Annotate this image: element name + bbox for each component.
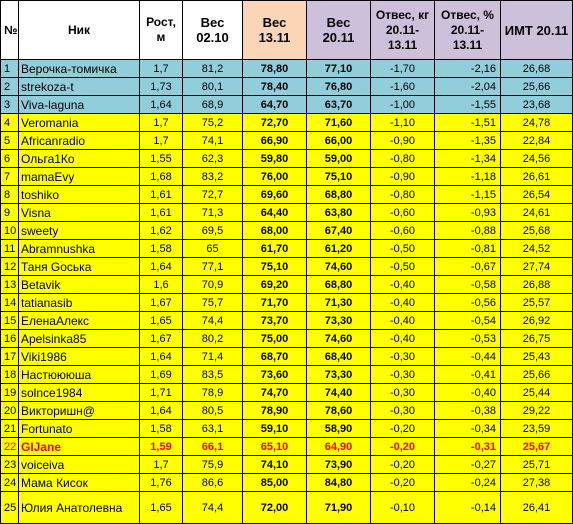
weight-0210-cell: 65 xyxy=(183,240,243,258)
loss-kg-cell: -0,30 xyxy=(371,348,435,366)
weight-1311-cell: 75,00 xyxy=(243,330,307,348)
row-number: 19 xyxy=(1,384,19,402)
bmi-cell: 24,61 xyxy=(501,204,573,222)
weight-2011-cell: 71,30 xyxy=(307,294,371,312)
nick-cell: Viva-laguna xyxy=(19,96,140,114)
weight-0210-cell: 81,2 xyxy=(183,60,243,78)
weight-1311-cell: 74,10 xyxy=(243,456,307,474)
nick-cell: Abramnushka xyxy=(19,240,140,258)
loss-pct-cell: -0,40 xyxy=(435,384,501,402)
weight-0210-cell: 78,9 xyxy=(183,384,243,402)
row-number: 11 xyxy=(1,240,19,258)
height-cell: 1,71 xyxy=(140,384,183,402)
weight-0210-cell: 71,3 xyxy=(183,204,243,222)
table-row xyxy=(1,168,573,186)
row-number: 18 xyxy=(1,366,19,384)
nick-cell: Visna xyxy=(19,204,140,222)
loss-kg-cell: -0,50 xyxy=(371,240,435,258)
weight-0210-cell: 63,1 xyxy=(183,420,243,438)
height-cell: 1,69 xyxy=(140,366,183,384)
weight-2011-cell: 61,20 xyxy=(307,240,371,258)
weight-1311-cell: 69,60 xyxy=(243,186,307,204)
bmi-cell: 26,61 xyxy=(501,168,573,186)
weight-2011-cell: 76,80 xyxy=(307,78,371,96)
loss-pct-cell: -0,54 xyxy=(435,312,501,330)
row-number: 22 xyxy=(1,438,19,456)
weight-0210-cell: 70,9 xyxy=(183,276,243,294)
loss-kg-cell: -0,50 xyxy=(371,258,435,276)
bmi-cell: 24,78 xyxy=(501,114,573,132)
height-cell: 1,58 xyxy=(140,420,183,438)
loss-kg-cell: -0,40 xyxy=(371,330,435,348)
row-number: 13 xyxy=(1,276,19,294)
loss-kg-cell: -0,20 xyxy=(371,474,435,492)
table-row xyxy=(1,474,573,492)
nick-cell: Africanradio xyxy=(19,132,140,150)
header-weight-1311: Вес 13.11 xyxy=(243,1,307,60)
table-row xyxy=(1,186,573,204)
nick-cell: mamaEvy xyxy=(19,168,140,186)
row-number: 8 xyxy=(1,186,19,204)
weight-1311-cell: 85,00 xyxy=(243,474,307,492)
nick-cell: Настюююша xyxy=(19,366,140,384)
loss-kg-cell: -0,60 xyxy=(371,204,435,222)
weight-2011-cell: 77,10 xyxy=(307,60,371,78)
header-row xyxy=(1,1,573,60)
height-cell: 1,55 xyxy=(140,150,183,168)
bmi-cell: 24,56 xyxy=(501,150,573,168)
weight-0210-cell: 74,1 xyxy=(183,132,243,150)
row-number: 4 xyxy=(1,114,19,132)
weight-2011-cell: 75,10 xyxy=(307,168,371,186)
weight-2011-cell: 78,60 xyxy=(307,402,371,420)
weight-2011-cell: 74,60 xyxy=(307,258,371,276)
height-cell: 1,59 xyxy=(140,438,183,456)
weight-1311-cell: 65,10 xyxy=(243,438,307,456)
loss-pct-cell: -0,41 xyxy=(435,366,501,384)
bmi-cell: 25,43 xyxy=(501,348,573,366)
row-number: 23 xyxy=(1,456,19,474)
table-row xyxy=(1,402,573,420)
nick-cell: Юлия Анатолевна xyxy=(19,492,140,524)
loss-pct-cell: -0,53 xyxy=(435,330,501,348)
nick-cell: Fortunato xyxy=(19,420,140,438)
weight-0210-cell: 80,2 xyxy=(183,330,243,348)
loss-pct-cell: -0,44 xyxy=(435,348,501,366)
nick-cell: solnce1984 xyxy=(19,384,140,402)
weight-2011-cell: 73,30 xyxy=(307,312,371,330)
loss-pct-cell: -0,24 xyxy=(435,474,501,492)
nick-cell: Верочка-томичка xyxy=(19,60,140,78)
header-num: № xyxy=(1,1,19,60)
row-number: 1 xyxy=(1,60,19,78)
weight-1311-cell: 68,70 xyxy=(243,348,307,366)
weight-0210-cell: 62,3 xyxy=(183,150,243,168)
weight-0210-cell: 80,5 xyxy=(183,402,243,420)
weight-1311-cell: 66,90 xyxy=(243,132,307,150)
loss-pct-cell: -0,67 xyxy=(435,258,501,276)
height-cell: 1,76 xyxy=(140,474,183,492)
height-cell: 1,64 xyxy=(140,96,183,114)
height-cell: 1,67 xyxy=(140,294,183,312)
loss-kg-cell: -0,90 xyxy=(371,168,435,186)
loss-kg-cell: -0,20 xyxy=(371,420,435,438)
header-loss-kg: Отвес, кг 20.11-13.11 xyxy=(371,1,435,60)
height-cell: 1,7 xyxy=(140,114,183,132)
loss-pct-cell: -0,93 xyxy=(435,204,501,222)
loss-pct-cell: -0,58 xyxy=(435,276,501,294)
weight-2011-cell: 71,90 xyxy=(307,492,371,524)
weight-2011-cell: 73,90 xyxy=(307,456,371,474)
row-number: 7 xyxy=(1,168,19,186)
table-row xyxy=(1,294,573,312)
weight-0210-cell: 86,6 xyxy=(183,474,243,492)
table-row xyxy=(1,96,573,114)
height-cell: 1,68 xyxy=(140,168,183,186)
weight-0210-cell: 83,5 xyxy=(183,366,243,384)
weight-2011-cell: 71,60 xyxy=(307,114,371,132)
weight-0210-cell: 74,4 xyxy=(183,312,243,330)
row-number: 25 xyxy=(1,492,19,524)
table-row xyxy=(1,492,573,524)
weight-1311-cell: 64,40 xyxy=(243,204,307,222)
header-weight-2011: Вес 20.11 xyxy=(307,1,371,60)
height-cell: 1,7 xyxy=(140,456,183,474)
nick-cell: Мама Кисок xyxy=(19,474,140,492)
loss-kg-cell: -0,40 xyxy=(371,276,435,294)
loss-pct-cell: -0,56 xyxy=(435,294,501,312)
bmi-cell: 26,54 xyxy=(501,186,573,204)
table-row xyxy=(1,258,573,276)
loss-kg-cell: -0,90 xyxy=(371,132,435,150)
table-row xyxy=(1,114,573,132)
bmi-cell: 25,71 xyxy=(501,456,573,474)
bmi-cell: 29,22 xyxy=(501,402,573,420)
loss-kg-cell: -0,30 xyxy=(371,366,435,384)
weight-1311-cell: 71,70 xyxy=(243,294,307,312)
nick-cell: ЕленаАлекс xyxy=(19,312,140,330)
weight-1311-cell: 74,70 xyxy=(243,384,307,402)
table-row xyxy=(1,312,573,330)
loss-kg-cell: -0,40 xyxy=(371,294,435,312)
weight-1311-cell: 59,10 xyxy=(243,420,307,438)
loss-kg-cell: -1,10 xyxy=(371,114,435,132)
header-nick: Ник xyxy=(19,1,140,60)
weight-0210-cell: 66,1 xyxy=(183,438,243,456)
bmi-cell: 25,68 xyxy=(501,222,573,240)
table-row xyxy=(1,240,573,258)
height-cell: 1,73 xyxy=(140,78,183,96)
loss-pct-cell: -0,14 xyxy=(435,492,501,524)
weight-1311-cell: 78,90 xyxy=(243,402,307,420)
height-cell: 1,61 xyxy=(140,186,183,204)
nick-cell: Apelsinka85 xyxy=(19,330,140,348)
table-row xyxy=(1,420,573,438)
bmi-cell: 23,59 xyxy=(501,420,573,438)
loss-kg-cell: -1,00 xyxy=(371,96,435,114)
height-cell: 1,64 xyxy=(140,402,183,420)
loss-pct-cell: -2,16 xyxy=(435,60,501,78)
nick-cell: Viki1986 xyxy=(19,348,140,366)
weight-2011-cell: 59,00 xyxy=(307,150,371,168)
table-row xyxy=(1,204,573,222)
table-row xyxy=(1,150,573,168)
row-number: 14 xyxy=(1,294,19,312)
nick-cell: Таня Goська xyxy=(19,258,140,276)
weight-1311-cell: 73,60 xyxy=(243,366,307,384)
height-cell: 1,61 xyxy=(140,204,183,222)
height-cell: 1,7 xyxy=(140,132,183,150)
table-row xyxy=(1,384,573,402)
weight-2011-cell: 63,70 xyxy=(307,96,371,114)
nick-cell: Betavik xyxy=(19,276,140,294)
weight-0210-cell: 72,7 xyxy=(183,186,243,204)
row-number: 24 xyxy=(1,474,19,492)
bmi-cell: 23,68 xyxy=(501,96,573,114)
weight-2011-cell: 58,90 xyxy=(307,420,371,438)
weight-0210-cell: 75,9 xyxy=(183,456,243,474)
loss-pct-cell: -0,38 xyxy=(435,402,501,420)
weight-1311-cell: 72,70 xyxy=(243,114,307,132)
loss-kg-cell: -0,40 xyxy=(371,312,435,330)
row-number: 2 xyxy=(1,78,19,96)
nick-cell: Ольга1Ко xyxy=(19,150,140,168)
header-loss-pct: Отвес, % 20.11-13.11 xyxy=(435,1,501,60)
loss-pct-cell: -1,55 xyxy=(435,96,501,114)
table-row xyxy=(1,276,573,294)
weight-2011-cell: 66,00 xyxy=(307,132,371,150)
bmi-cell: 24,52 xyxy=(501,240,573,258)
weight-1311-cell: 59,80 xyxy=(243,150,307,168)
loss-kg-cell: -0,80 xyxy=(371,186,435,204)
weight-0210-cell: 77,1 xyxy=(183,258,243,276)
table-row xyxy=(1,60,573,78)
height-cell: 1,64 xyxy=(140,258,183,276)
loss-pct-cell: -2,04 xyxy=(435,78,501,96)
row-number: 10 xyxy=(1,222,19,240)
table-row xyxy=(1,78,573,96)
loss-kg-cell: -0,30 xyxy=(371,384,435,402)
loss-kg-cell: -0,30 xyxy=(371,402,435,420)
loss-pct-cell: -1,51 xyxy=(435,114,501,132)
table-row xyxy=(1,132,573,150)
weight-2011-cell: 63,80 xyxy=(307,204,371,222)
weight-1311-cell: 72,00 xyxy=(243,492,307,524)
weight-0210-cell: 71,4 xyxy=(183,348,243,366)
row-number: 3 xyxy=(1,96,19,114)
bmi-cell: 26,88 xyxy=(501,276,573,294)
loss-kg-cell: -1,60 xyxy=(371,78,435,96)
weight-1311-cell: 64,70 xyxy=(243,96,307,114)
weight-0210-cell: 75,7 xyxy=(183,294,243,312)
weight-2011-cell: 64,90 xyxy=(307,438,371,456)
bmi-cell: 25,66 xyxy=(501,78,573,96)
bmi-cell: 25,66 xyxy=(501,366,573,384)
nick-cell: strekoza-t xyxy=(19,78,140,96)
table-row xyxy=(1,222,573,240)
loss-pct-cell: -1,35 xyxy=(435,132,501,150)
height-cell: 1,7 xyxy=(140,60,183,78)
loss-pct-cell: -1,34 xyxy=(435,150,501,168)
weight-0210-cell: 75,2 xyxy=(183,114,243,132)
loss-kg-cell: -0,80 xyxy=(371,150,435,168)
weight-2011-cell: 74,60 xyxy=(307,330,371,348)
row-number: 17 xyxy=(1,348,19,366)
nick-cell: Викторишн@ xyxy=(19,402,140,420)
loss-pct-cell: -0,34 xyxy=(435,420,501,438)
height-cell: 1,64 xyxy=(140,348,183,366)
weight-2011-cell: 67,40 xyxy=(307,222,371,240)
loss-kg-cell: -0,10 xyxy=(371,492,435,524)
weight-2011-cell: 74,40 xyxy=(307,384,371,402)
weight-0210-cell: 68,9 xyxy=(183,96,243,114)
row-number: 21 xyxy=(1,420,19,438)
header-weight-0210: Вес 02.10 xyxy=(183,1,243,60)
table-row xyxy=(1,438,573,456)
row-number: 16 xyxy=(1,330,19,348)
bmi-cell: 27,74 xyxy=(501,258,573,276)
weight-1311-cell: 78,80 xyxy=(243,60,307,78)
nick-cell: sweety xyxy=(19,222,140,240)
loss-pct-cell: -0,31 xyxy=(435,438,501,456)
header-height: Рост, м xyxy=(140,1,183,60)
nick-cell: voiceiva xyxy=(19,456,140,474)
header-bmi: ИМТ 20.11 xyxy=(501,1,573,60)
row-number: 12 xyxy=(1,258,19,276)
bmi-cell: 22,84 xyxy=(501,132,573,150)
weight-1311-cell: 76,00 xyxy=(243,168,307,186)
weight-2011-cell: 84,80 xyxy=(307,474,371,492)
weight-2011-cell: 68,40 xyxy=(307,348,371,366)
loss-kg-cell: -1,70 xyxy=(371,60,435,78)
loss-kg-cell: -0,20 xyxy=(371,438,435,456)
nick-cell: Veromania xyxy=(19,114,140,132)
bmi-cell: 27,38 xyxy=(501,474,573,492)
loss-pct-cell: -0,88 xyxy=(435,222,501,240)
weight-2011-cell: 68,80 xyxy=(307,276,371,294)
height-cell: 1,65 xyxy=(140,312,183,330)
height-cell: 1,65 xyxy=(140,492,183,524)
row-number: 20 xyxy=(1,402,19,420)
weight-1311-cell: 73,70 xyxy=(243,312,307,330)
height-cell: 1,62 xyxy=(140,222,183,240)
row-number: 15 xyxy=(1,312,19,330)
row-number: 5 xyxy=(1,132,19,150)
table-row xyxy=(1,330,573,348)
loss-pct-cell: -1,18 xyxy=(435,168,501,186)
bmi-cell: 25,57 xyxy=(501,294,573,312)
weight-2011-cell: 73,30 xyxy=(307,366,371,384)
bmi-cell: 26,75 xyxy=(501,330,573,348)
height-cell: 1,58 xyxy=(140,240,183,258)
bmi-cell: 26,92 xyxy=(501,312,573,330)
table-row xyxy=(1,456,573,474)
weight-1311-cell: 68,00 xyxy=(243,222,307,240)
loss-kg-cell: -0,20 xyxy=(371,456,435,474)
weight-1311-cell: 69,20 xyxy=(243,276,307,294)
loss-pct-cell: -0,81 xyxy=(435,240,501,258)
table-row xyxy=(1,348,573,366)
table-row xyxy=(1,366,573,384)
height-cell: 1,6 xyxy=(140,276,183,294)
weight-0210-cell: 74,4 xyxy=(183,492,243,524)
nick-cell: tatianasib xyxy=(19,294,140,312)
nick-cell: GIJane xyxy=(19,438,140,456)
weight-0210-cell: 83,2 xyxy=(183,168,243,186)
bmi-cell: 26,68 xyxy=(501,60,573,78)
weight-2011-cell: 68,80 xyxy=(307,186,371,204)
loss-kg-cell: -0,60 xyxy=(371,222,435,240)
loss-pct-cell: -1,15 xyxy=(435,186,501,204)
bmi-cell: 25,67 xyxy=(501,438,573,456)
row-number: 6 xyxy=(1,150,19,168)
loss-pct-cell: -0,27 xyxy=(435,456,501,474)
weight-1311-cell: 78,40 xyxy=(243,78,307,96)
weight-1311-cell: 61,70 xyxy=(243,240,307,258)
weight-0210-cell: 69,5 xyxy=(183,222,243,240)
height-cell: 1,67 xyxy=(140,330,183,348)
nick-cell: toshiko xyxy=(19,186,140,204)
bmi-cell: 25,44 xyxy=(501,384,573,402)
bmi-cell: 26,41 xyxy=(501,492,573,524)
weight-1311-cell: 75,10 xyxy=(243,258,307,276)
weight-0210-cell: 80,1 xyxy=(183,78,243,96)
row-number: 9 xyxy=(1,204,19,222)
